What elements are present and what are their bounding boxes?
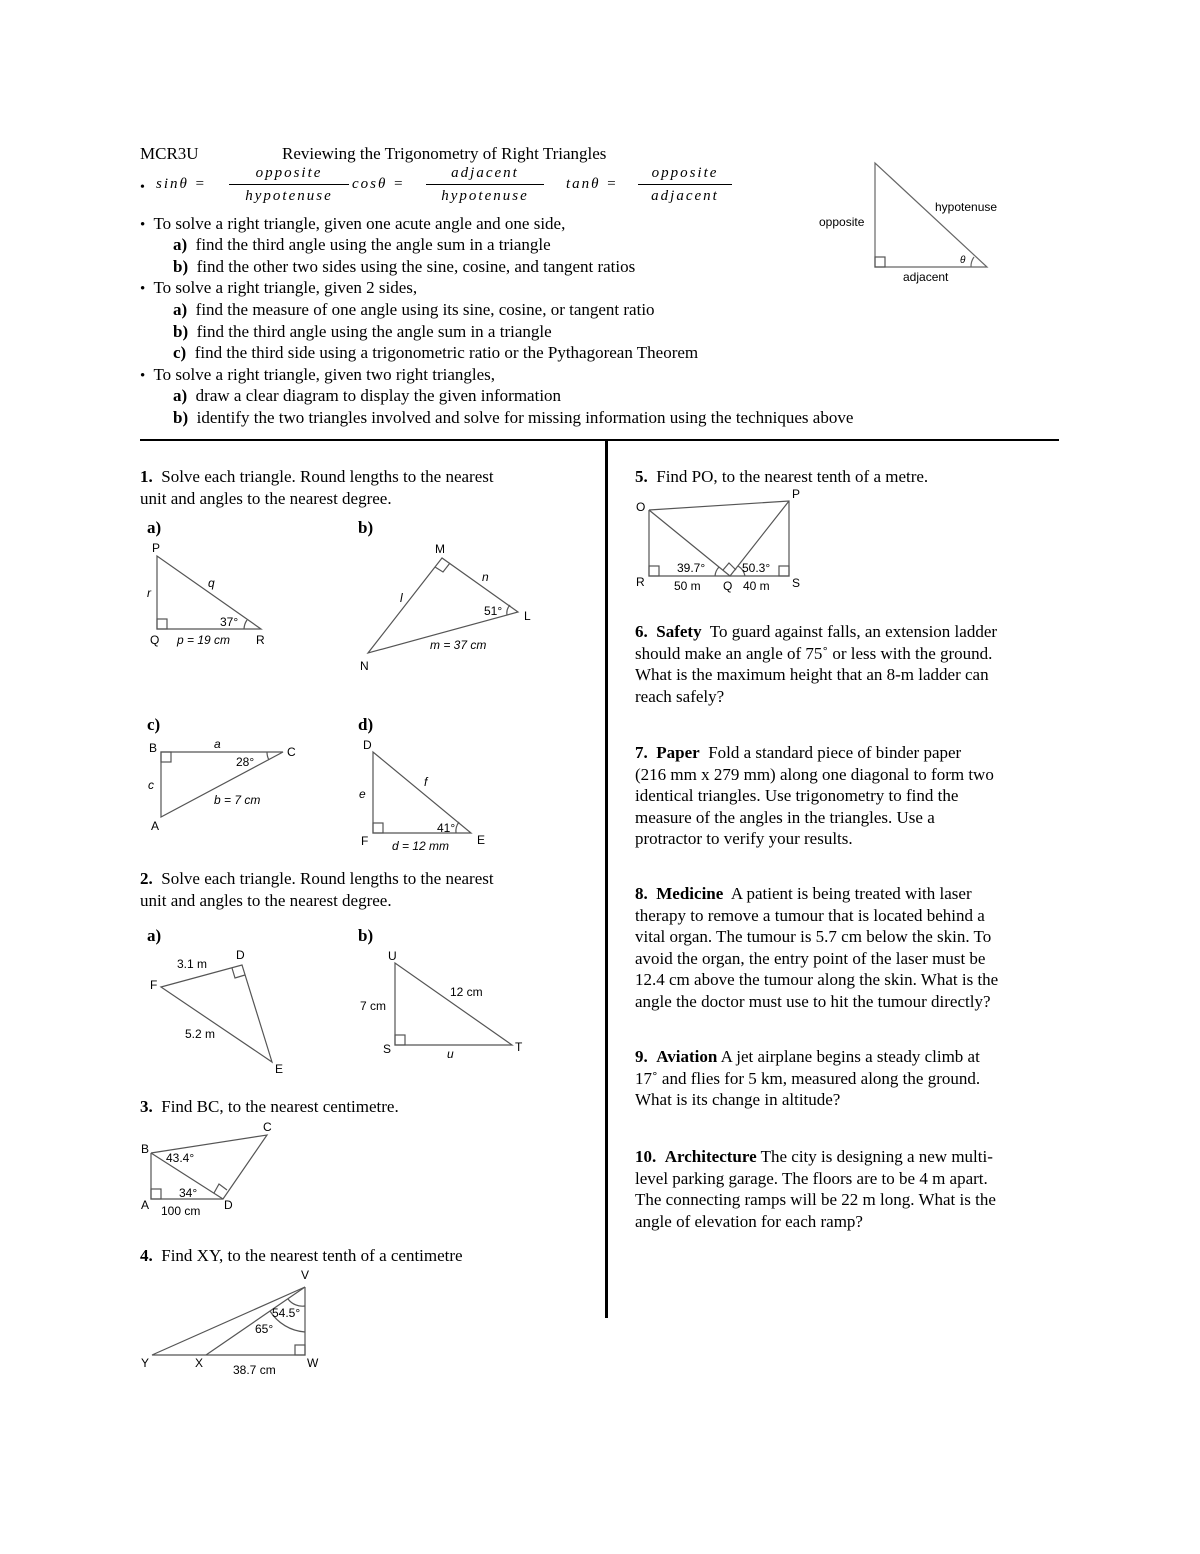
hypotenuse-label: hypotenuse (935, 200, 998, 214)
problem-title: Paper (656, 743, 700, 762)
cos-denominator: hypotenuse (441, 188, 529, 204)
problem-line: avoid the organ, the entry point of the laser must be (635, 948, 986, 968)
vertex-Q: Q (150, 633, 160, 647)
problem-line: To guard against falls, an extension ladder (709, 622, 998, 641)
angle-arc (456, 822, 459, 833)
bullet-icon: • (140, 217, 146, 233)
vertex-E: E (477, 833, 486, 847)
p2a-diagram (140, 945, 300, 1080)
theta-label: θ (960, 255, 966, 266)
problem-5 (635, 466, 928, 488)
problem-line: The connecting ramps will be 22 m long. What is the (635, 1190, 996, 1209)
right-angle-mark (295, 1345, 305, 1355)
vertex-N: N (360, 659, 369, 673)
vertex-S: S (792, 576, 801, 590)
angle-label-1: 43.4° (166, 1151, 195, 1165)
problem-title: Safety (656, 622, 702, 641)
item-label: b) (173, 322, 189, 341)
problem-6 (635, 621, 997, 707)
item-label: a) (173, 235, 188, 254)
problem-10 (635, 1146, 996, 1232)
bullet-1 (140, 213, 565, 237)
vertex-D: D (363, 738, 372, 752)
reference-triangle (875, 163, 987, 267)
problem-line: measure of the angles in the triangles. Use a (635, 807, 935, 827)
bullet-3-item-b (173, 407, 853, 429)
problem-line: A jet airplane begins a steady climb at (720, 1047, 980, 1066)
sin-numerator: opposite (229, 163, 349, 185)
vertex-E: E (275, 1062, 284, 1076)
side-l: l (400, 591, 403, 605)
opposite-label: opposite (819, 215, 865, 229)
vertex-D: D (236, 948, 245, 962)
side-e: e (359, 787, 366, 801)
angle-label: 51° (484, 604, 503, 618)
vertex-P: P (152, 541, 161, 555)
problem-text: Find BC, to the nearest centimetre. (161, 1097, 399, 1116)
item-label: c) (173, 343, 187, 362)
p1c-label: c) (147, 715, 161, 734)
side-m: m = 37 cm (430, 638, 487, 652)
sin-denominator: hypotenuse (245, 188, 333, 204)
right-angle-mark (723, 563, 736, 570)
problem-title: Aviation (656, 1047, 718, 1066)
p2b-diagram (355, 945, 535, 1065)
p3-diagram (138, 1118, 288, 1223)
side-u: u (447, 1047, 454, 1061)
side-US: 7 cm (360, 999, 387, 1013)
p1a-diagram (140, 538, 290, 653)
vertex-T: T (515, 1040, 523, 1054)
side-FE: 5.2 m (185, 1027, 216, 1041)
page-title: Reviewing the Trigonometry of Right Triangles (282, 144, 607, 163)
side-r: r (147, 586, 151, 600)
problem-title: Medicine (656, 884, 724, 903)
item-text: find the measure of one angle using its sine, cosine, or tangent ratio (195, 300, 655, 319)
item-label: a) (173, 300, 188, 319)
side-a: a (214, 737, 221, 751)
angle-arc (267, 752, 269, 760)
p4-outline (152, 1287, 305, 1355)
problem-2 (140, 868, 494, 911)
reference-triangle-diagram (815, 155, 1015, 290)
vertex-B: B (141, 1142, 150, 1156)
problem-text: Find XY, to the nearest tenth of a centimetre (161, 1246, 463, 1265)
vertex-U: U (388, 949, 397, 963)
item-label: b) (173, 408, 189, 427)
p1c-diagram (140, 735, 305, 835)
problem-number: 2. (140, 869, 153, 888)
p1c-triangle (161, 752, 283, 817)
problem-4 (140, 1245, 463, 1267)
side-d: d = 12 mm (392, 839, 450, 853)
problem-title: Architecture (664, 1147, 757, 1166)
tan-denominator: adjacent (651, 188, 719, 204)
problem-text: Find PO, to the nearest tenth of a metre. (656, 467, 929, 486)
angle-label: 37° (220, 615, 239, 629)
vertex-P: P (792, 487, 801, 501)
problem-number: 7. (635, 743, 648, 762)
problem-text-line1: Solve each triangle. Round lengths to the nearest (161, 869, 494, 888)
bullet-2-item-b (173, 321, 552, 343)
p2b-label: b) (358, 926, 374, 945)
vertex-X: X (195, 1356, 204, 1370)
problem-line: The city is designing a new multi- (760, 1147, 993, 1166)
bullet-2-item-c (173, 342, 698, 364)
right-angle-mark (161, 752, 171, 762)
angle-label-2: 34° (179, 1186, 198, 1200)
vertex-F: F (150, 978, 158, 992)
problem-number: 3. (140, 1097, 153, 1116)
problem-line: protractor to verify your results. (635, 829, 853, 848)
right-angle-mark (875, 257, 885, 267)
problem-text-line2: unit and angles to the nearest degree. (140, 488, 392, 508)
p4-inner-line (206, 1287, 305, 1355)
cos-numerator: adjacent (426, 163, 544, 185)
cos-label: cosθ = (352, 176, 406, 192)
side-label: 38.7 cm (233, 1363, 276, 1377)
item-text: find the third side using a trigonometric ratio or the Pythagorean Theorem (194, 343, 699, 362)
vertex-Y: Y (141, 1356, 150, 1370)
adjacent-label: adjacent (903, 270, 949, 284)
p1b-diagram (355, 538, 545, 678)
problem-number: 9. (635, 1047, 648, 1066)
item-label: a) (173, 386, 188, 405)
bullet-2 (140, 277, 417, 301)
angle-label: 41° (437, 821, 456, 835)
problem-line: 12.4 cm above the tumour along the skin. What is the (635, 970, 999, 989)
right-angle-mark (395, 1035, 405, 1045)
side-q: q (208, 576, 215, 590)
angle-label-1: 39.7° (677, 561, 706, 575)
problem-line: (216 mm x 279 mm) along one diagonal to form two (635, 764, 994, 784)
bullet-3-item-a (173, 385, 561, 407)
p1a-triangle (157, 556, 261, 629)
vertex-B: B (149, 741, 158, 755)
vertex-Q: Q (723, 579, 733, 593)
side-label: 100 cm (161, 1204, 201, 1218)
side-QS: 40 m (743, 579, 770, 593)
problem-line: should make an angle of 75˚ or less with the ground. (635, 643, 993, 663)
p2a-triangle (161, 965, 272, 1062)
p5-diagram (632, 486, 812, 598)
item-text: find the other two sides using the sine, cosine, and tangent ratios (196, 257, 636, 276)
side-n: n (482, 570, 489, 584)
bullet-1-item-a (173, 234, 551, 256)
side-b: b = 7 cm (214, 793, 261, 807)
vertex-L: L (524, 609, 531, 623)
problem-line: angle of elevation for each ramp? (635, 1211, 863, 1231)
vertex-W: W (307, 1356, 319, 1370)
problem-7 (635, 742, 994, 850)
right-angle-mark (214, 1184, 227, 1193)
problem-line: angle the doctor must use to hit the tumour directly? (635, 991, 991, 1011)
vertex-C: C (287, 745, 296, 759)
problem-9 (635, 1046, 980, 1111)
theta-arc (971, 257, 974, 267)
bullet-icon: • (140, 368, 146, 384)
right-angle-mark (157, 619, 167, 629)
course-code: MCR3U (140, 144, 199, 163)
tan-numerator: opposite (638, 163, 732, 185)
vertex-A: A (141, 1198, 150, 1212)
problem-line: therapy to remove a tumour that is located behind a (635, 905, 985, 925)
p2b-triangle (395, 963, 512, 1045)
problem-line: level parking garage. The floors are to be 4 m apart. (635, 1168, 988, 1188)
right-angle-mark (373, 823, 383, 833)
problem-line: reach safely? (635, 686, 725, 706)
vertex-C: C (263, 1120, 272, 1134)
item-text: draw a clear diagram to display the given information (195, 386, 562, 405)
bullet-text: To solve a right triangle, given one acute angle and one side, (153, 214, 566, 233)
p4-diagram (138, 1266, 328, 1381)
item-text: find the third angle using the angle sum in a triangle (196, 322, 552, 341)
problem-number: 5. (635, 467, 648, 486)
p1d-label: d) (358, 715, 374, 734)
item-label: b) (173, 257, 189, 276)
side-UT: 12 cm (450, 985, 483, 999)
vertex-D: D (224, 1198, 233, 1212)
problem-text-line2: unit and angles to the nearest degree. (140, 890, 392, 910)
bullet-text: To solve a right triangle, given 2 sides, (153, 278, 418, 297)
problem-number: 8. (635, 884, 648, 903)
vertex-V: V (301, 1268, 310, 1282)
bullet-text: To solve a right triangle, given two right triangles, (153, 365, 496, 384)
right-angle-mark (779, 566, 789, 576)
problem-number: 4. (140, 1246, 153, 1265)
vertex-O: O (636, 500, 646, 514)
vertex-M: M (435, 542, 445, 556)
tan-label: tanθ = (566, 176, 619, 192)
angle-arc (244, 620, 247, 629)
angle-label: 28° (236, 755, 255, 769)
sin-fraction (229, 163, 349, 206)
bullet-1-item-b (173, 256, 635, 278)
vertex-R: R (636, 575, 645, 589)
bullet-3 (140, 364, 495, 388)
problem-line: Fold a standard piece of binder paper (708, 743, 962, 762)
problem-8 (635, 883, 998, 1012)
right-angle-mark (649, 566, 659, 576)
problem-number: 6. (635, 622, 648, 641)
bullet-2-item-a (173, 299, 655, 321)
angle-label-1: 54.5° (272, 1306, 301, 1320)
p1b-label: b) (358, 518, 374, 537)
problem-line: vital organ. The tumour is 5.7 cm below the skin. To (635, 927, 992, 946)
problem-line: A patient is being treated with laser (730, 884, 972, 903)
angle-arc (507, 605, 510, 615)
sin-label: sinθ = (156, 176, 207, 192)
right-angle-mark (151, 1189, 161, 1199)
p1d-diagram (355, 735, 495, 857)
item-text: identify the two triangles involved and solve for missing information using the techniques above (196, 408, 854, 427)
side-p: p = 19 cm (177, 633, 231, 647)
tan-fraction (638, 163, 732, 206)
problem-3 (140, 1096, 399, 1118)
angle-label-2: 50.3° (742, 561, 771, 575)
p2a-label: a) (147, 926, 162, 945)
p1d-triangle (373, 752, 471, 833)
problem-text-line1: Solve each triangle. Round lengths to the nearest (161, 467, 494, 486)
side-DF: 3.1 m (177, 957, 208, 971)
p1a-label: a) (147, 518, 162, 537)
vertical-divider (605, 440, 608, 1318)
problem-line: What is the maximum height that an 8-m ladder can (635, 665, 989, 684)
vertex-A: A (151, 819, 160, 833)
angle-arc (715, 567, 719, 576)
horizontal-divider (140, 439, 1059, 441)
problem-line: identical triangles. Use trigonometry to find the (635, 786, 959, 805)
angle-label-2: 65° (255, 1322, 274, 1336)
item-text: find the third angle using the angle sum in a triangle (195, 235, 551, 254)
vertex-R: R (256, 633, 265, 647)
cos-fraction (426, 163, 544, 206)
bullet-icon: • (140, 180, 145, 195)
side-c: c (148, 778, 154, 792)
side-RQ: 50 m (674, 579, 701, 593)
side-f: f (424, 775, 428, 789)
problem-line: 17˚ and flies for 5 km, measured along the ground. (635, 1068, 981, 1088)
problem-number: 1. (140, 467, 153, 486)
vertex-S: S (383, 1042, 392, 1056)
bullet-icon: • (140, 281, 146, 297)
problem-1 (140, 466, 494, 509)
problem-line: What is its change in altitude? (635, 1090, 841, 1109)
problem-number: 10. (635, 1147, 657, 1166)
vertex-F: F (361, 834, 369, 848)
